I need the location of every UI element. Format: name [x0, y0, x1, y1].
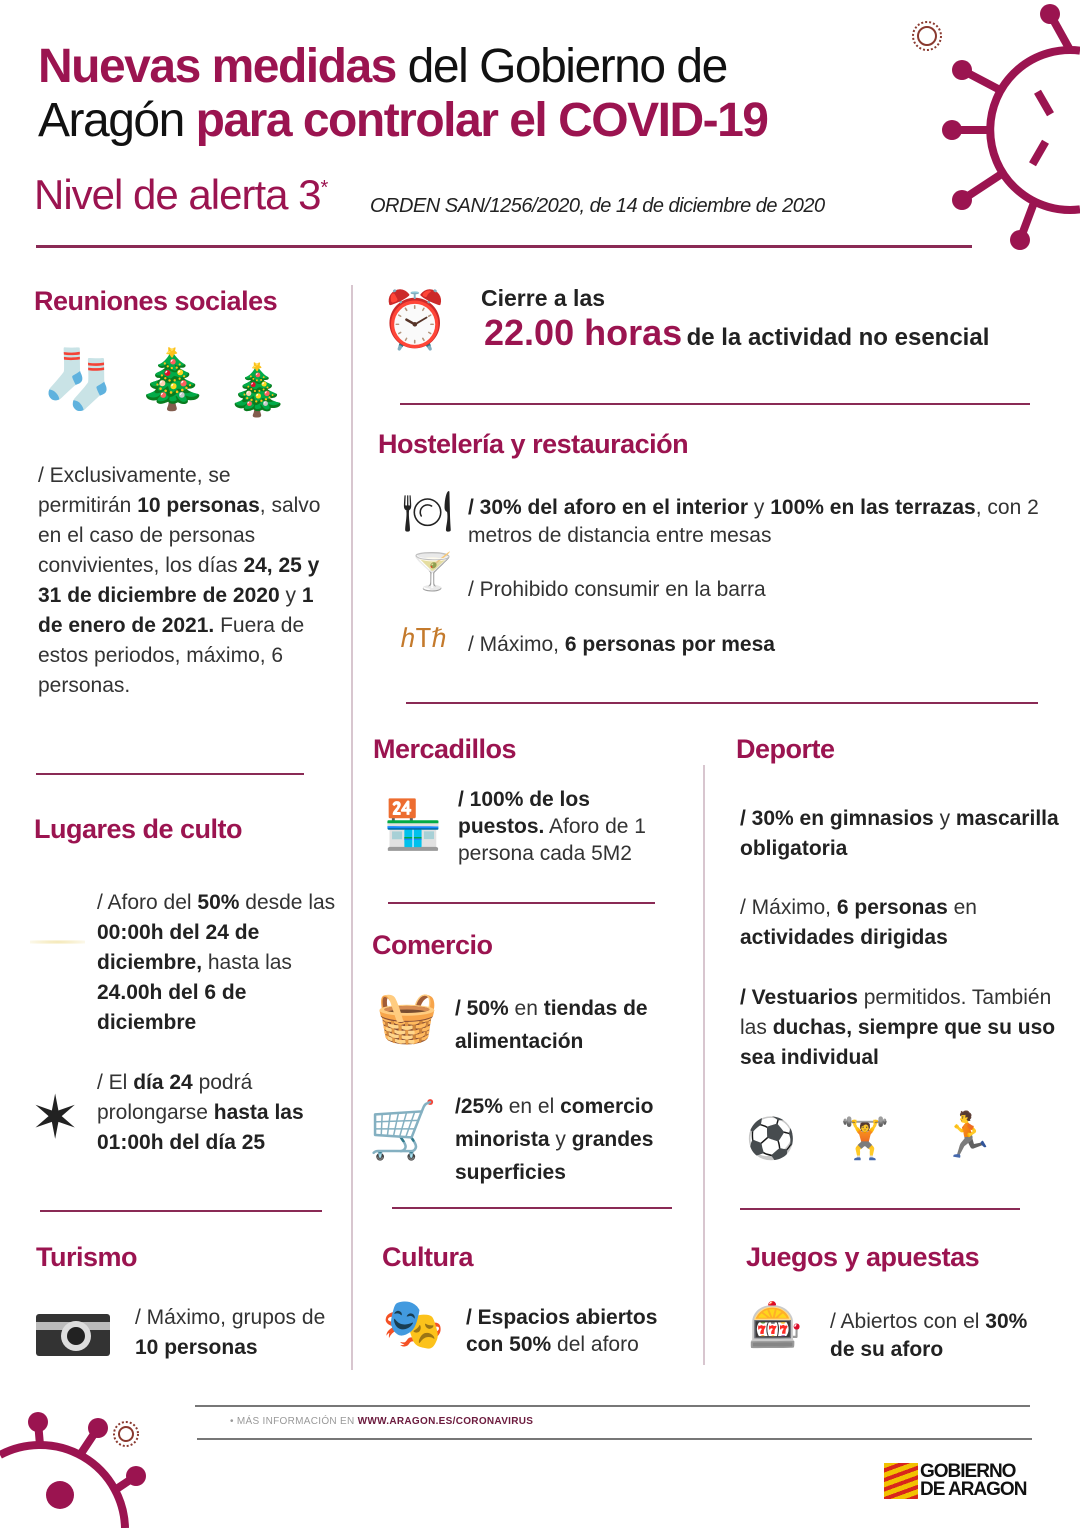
ornaments-icon: 🎄 [226, 362, 289, 418]
divider [392, 1207, 672, 1209]
text-segment: hasta las 01:00h del día 25 [97, 1101, 304, 1154]
text-segment: Nuevas medidas [38, 40, 396, 93]
column-divider-1 [351, 285, 353, 1370]
text-segment: / 30% del aforo en el interior [468, 496, 749, 519]
logo-line-1: GOBIERNO [920, 1461, 1016, 1482]
soccer-ball-icon: ⚽ [746, 1117, 796, 1161]
text-segment: comercio minorista [455, 1095, 654, 1151]
footer-divider-bottom [197, 1438, 1032, 1440]
star-icon: ✶ [30, 1084, 81, 1151]
text-segment: permitidos. También las [740, 986, 1052, 1039]
text-segment: 50% [197, 891, 240, 914]
deporte-item-2 [740, 893, 1060, 953]
text-segment: , salvo en el caso de personas convivientes, los días [38, 494, 321, 577]
deporte-item-3 [740, 983, 1060, 1073]
section-title-turismo: Turismo [36, 1242, 138, 1272]
asterisk: * [320, 177, 328, 199]
text-segment: / 30% en gimnasios [740, 807, 934, 830]
text-segment: 6 personas [836, 896, 948, 919]
cloche-icon: 🍽 [402, 490, 453, 534]
gobierno-aragon-logo [884, 1463, 1026, 1499]
footer-url-link[interactable]: WWW.ARAGON.ES/CORONAVIRUS [357, 1416, 534, 1427]
text-segment: / 100% de los puestos. [458, 788, 590, 838]
footer-prefix: MÁS INFORMACIÓN EN [236, 1416, 358, 1427]
christmas-tree-icon: 🎄 [136, 347, 209, 412]
virus-icon [940, 0, 1080, 260]
divider [36, 773, 304, 775]
hosteleria-item-3 [468, 630, 775, 660]
small-virus-icon [905, 14, 949, 58]
section-title-cultura: Cultura [382, 1242, 473, 1272]
text-segment: del Gobierno de [395, 40, 727, 93]
table-chairs-icon: ℎTℏ [400, 624, 447, 654]
text-segment: desde las [239, 891, 336, 914]
footer-divider-top [195, 1405, 1030, 1407]
deporte-item-1 [740, 804, 1060, 864]
text-segment: Fuera de estos periodos, máximo, 6 personas. [38, 614, 305, 697]
text-segment: , con 2 metros de distancia entre mesas [468, 496, 1039, 547]
alarm-clock-icon: ⏰ [380, 288, 450, 351]
shopping-cart-icon: 🛒 [368, 1098, 438, 1161]
divider [388, 902, 655, 904]
text-segment: tiendas de alimentación [455, 997, 648, 1053]
section-title-juegos: Juegos y apuestas [746, 1242, 980, 1272]
comercio-item-1 [455, 992, 695, 1058]
reuniones-text [38, 461, 328, 701]
weightlifter-icon: 🏋 [840, 1117, 890, 1161]
basket-icon: 🧺 [376, 989, 439, 1045]
text-segment: / Espacios abiertos con 50% [466, 1306, 658, 1356]
text-segment: Aragón [38, 94, 196, 147]
text-segment: en el [502, 1095, 561, 1118]
footer-info: • MÁS INFORMACIÓN EN WWW.ARAGON.ES/CORONAVIRUS [230, 1416, 534, 1427]
aragon-flag-icon [884, 1463, 918, 1499]
title-line-1 [38, 40, 727, 94]
logo-line-2: DE ARAGON [920, 1479, 1027, 1500]
text-segment: 10 personas [135, 1336, 258, 1359]
juegos-text [830, 1308, 1030, 1364]
text-segment: y [549, 1128, 572, 1151]
theater-masks-icon: 🎭 [382, 1296, 445, 1352]
section-title-culto: Lugares de culto [34, 814, 243, 844]
cierre-rest: de la actividad no esencial [686, 324, 990, 351]
text-segment: y [748, 496, 771, 519]
text-segment: 00:00h del 24 de diciembre, [97, 921, 260, 974]
text-segment: mascarilla obligatoria [740, 807, 1059, 860]
section-title-comercio: Comercio [372, 930, 493, 960]
section-title-hosteleria: Hostelería y restauración [378, 429, 689, 459]
text-segment: 10 personas [137, 494, 260, 517]
small-virus-icon-bottom [108, 1416, 144, 1452]
text-segment: en [508, 997, 544, 1020]
text-segment: y [279, 584, 302, 607]
text-segment: en [947, 896, 977, 919]
text-segment: Aforo de 1 persona cada 5M2 [458, 815, 646, 865]
cocktail-icon: 🍸 [410, 551, 455, 592]
poker-chips-icon: 🎰 [748, 1301, 803, 1350]
divider [406, 702, 1038, 704]
text-segment: / 50% [455, 997, 509, 1020]
text-segment: del aforo [551, 1333, 639, 1356]
text-segment: / Vestuarios [740, 986, 858, 1009]
divider [40, 1210, 322, 1212]
text-segment: para controlar el COVID-19 [195, 94, 768, 147]
alert-level [34, 170, 327, 220]
camera-icon [36, 1308, 110, 1356]
mercadillos-text [458, 786, 678, 867]
text-segment: / Máximo, grupos de [135, 1306, 326, 1329]
text-segment: duchas, siempre que su uso sea individual [740, 1016, 1056, 1069]
culto-text-1 [97, 888, 347, 1038]
runner-icon: 🏃 [940, 1111, 995, 1160]
cierre-time: 22.00 horas [484, 312, 683, 353]
text-segment: 30% de su aforo [830, 1310, 1028, 1361]
text-segment: / El [97, 1071, 134, 1094]
stocking-icon: 🧦 [42, 347, 115, 412]
text-segment: / Máximo, [468, 633, 565, 656]
text-segment: y [933, 807, 956, 830]
text-segment: grandes superficies [455, 1128, 654, 1184]
comercio-item-2 [455, 1090, 695, 1189]
section-title-mercadillos: Mercadillos [373, 734, 517, 764]
hosteleria-item-2 [468, 575, 766, 605]
text-segment: podrá prolongarse [97, 1071, 253, 1124]
column-divider-2 [703, 765, 705, 1365]
hosteleria-item-1 [468, 494, 1048, 550]
cierre-line-1: Cierre a las [481, 285, 606, 311]
cultura-text [466, 1304, 696, 1358]
text-segment: hasta las [202, 951, 292, 974]
text-segment: / Máximo, [740, 896, 837, 919]
text-segment: actividades dirigidas [740, 926, 948, 949]
divider [740, 1208, 1020, 1210]
text-segment: / Prohibido consumir en la barra [468, 578, 766, 601]
divider [400, 403, 1030, 405]
order-reference: ORDEN SAN/1256/2020, de 14 de diciembre de 2020 [370, 195, 825, 217]
turismo-text [135, 1303, 335, 1363]
sparkle-icon [30, 940, 85, 944]
alert-level-text: Nivel de alerta 3 [34, 171, 321, 218]
section-title-deporte: Deporte [736, 734, 835, 764]
cierre-line-2 [484, 312, 989, 354]
culto-text-2 [97, 1068, 337, 1158]
text-segment: 100% en las terrazas [770, 496, 976, 519]
text-segment: 6 personas por mesa [564, 633, 775, 656]
title-line-2 [38, 94, 767, 148]
text-segment: 24, 25 y 31 de diciembre de 2020 [38, 554, 320, 607]
text-segment: / Aforo del [97, 891, 198, 914]
text-segment: 24.00h del 6 de diciembre [97, 981, 247, 1034]
text-segment: /25% [455, 1095, 503, 1118]
text-segment: 1 de enero de 2021. [38, 584, 314, 637]
section-title-reuniones: Reuniones sociales [34, 286, 278, 316]
text-segment: día 24 [133, 1071, 193, 1094]
text-segment: / Exclusivamente, se permitirán [38, 464, 231, 517]
market-stall-icon: 🏪 [383, 799, 443, 852]
text-segment: / Abiertos con el [830, 1310, 986, 1333]
header-divider [36, 245, 972, 248]
